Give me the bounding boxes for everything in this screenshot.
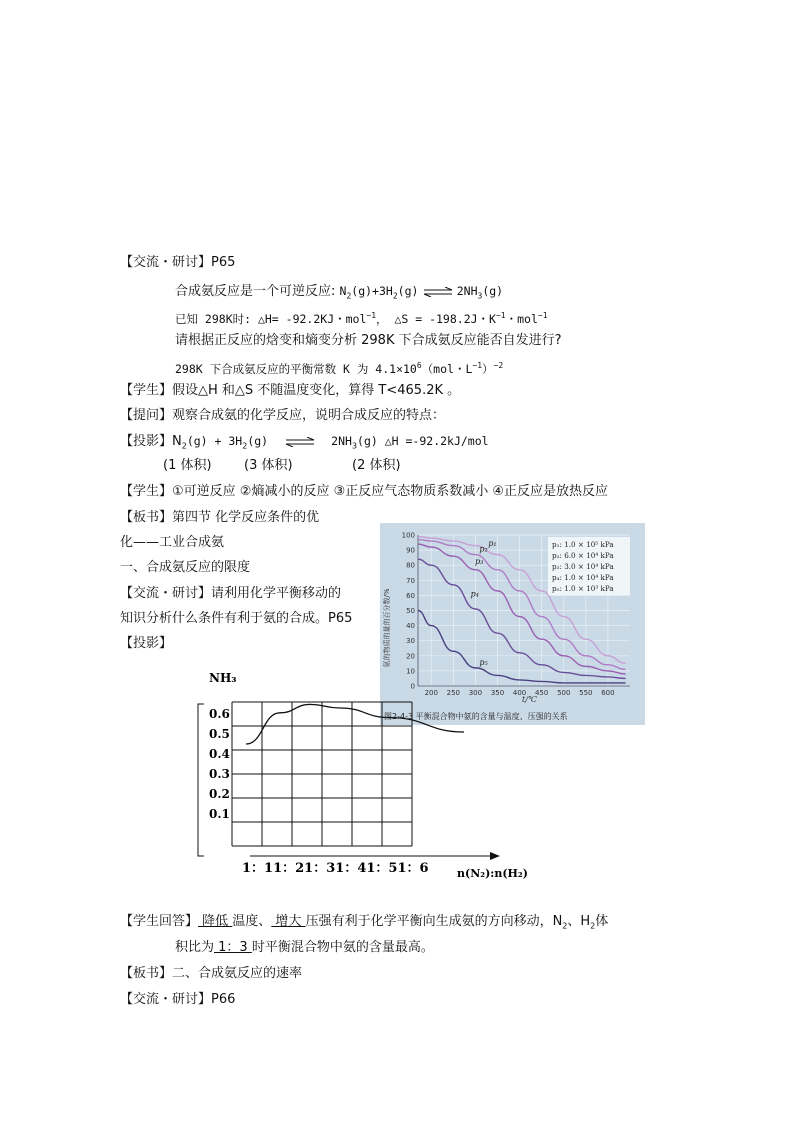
enthalpy-entropy-line: 已知 298K时: △H= -92.2KJ・mol$^{-1}$， △S = -198.2J・$K^{-1}$・mol$^{-1}$ bbox=[175, 311, 548, 326]
board-section-4-b: 化——工业合成氨 bbox=[120, 535, 225, 550]
photo-y-axis-label: 氨的物质的量的百分数/% bbox=[383, 588, 391, 668]
heading-discussion-p66: 【交流・研讨】P66 bbox=[120, 992, 236, 1007]
photo-curve-label-1: p₁ bbox=[488, 539, 497, 549]
nh3-grid bbox=[232, 702, 412, 846]
photo-curve-label-4: p₄ bbox=[470, 589, 479, 599]
volume-label-2: (2 体积) bbox=[352, 458, 401, 473]
photo-legend bbox=[552, 540, 614, 593]
photo-x-tick-label: 550 bbox=[579, 689, 593, 697]
nh3-series-line bbox=[246, 704, 464, 744]
volume-label-3: (3 体积) bbox=[244, 458, 293, 473]
board-section-4-a: 【板书】第四节 化学反应条件的优 bbox=[120, 510, 320, 525]
photo-x-tick-label: 350 bbox=[490, 689, 505, 697]
nh3-y-tick-label: 0.4 bbox=[209, 747, 230, 761]
photo-y-tick-label: 40 bbox=[406, 622, 415, 631]
spontaneity-question: 请根据正反应的焓变和熵变分析 298K 下合成氨反应能否自发进行? bbox=[175, 333, 562, 348]
photo-y-tick-label: 80 bbox=[406, 561, 415, 570]
photo-x-tick-label: 450 bbox=[534, 689, 549, 697]
nh3-y-tick-label: 0.5 bbox=[209, 727, 230, 741]
blank-ratio: 1：3 bbox=[214, 940, 252, 955]
photo-y-tick-label: 100 bbox=[401, 531, 415, 540]
discussion-2-b: 知识分析什么条件有利于氨的合成。P65 bbox=[120, 611, 353, 626]
nh3-y-title: NH₃ bbox=[209, 671, 237, 685]
photo-y-tick-label: 10 bbox=[406, 667, 415, 676]
nh3-y-ticks bbox=[209, 707, 230, 821]
nh3-y-axis bbox=[198, 704, 204, 856]
photo-legend-p1: p₁: 1.0 × 10⁵ kPa bbox=[552, 540, 614, 549]
photo-y-tick-label: 20 bbox=[406, 652, 415, 661]
equilibrium-arrow-icon bbox=[285, 437, 315, 447]
photo-y-tick-label: 0 bbox=[410, 682, 415, 691]
volume-label-1: (1 体积) bbox=[163, 458, 212, 473]
photo-x-tick-label: 250 bbox=[446, 689, 461, 697]
student-answer-3-cont: 积比为 1：3 时平衡混合物中氨的含量最高。 bbox=[175, 940, 434, 955]
photo-legend-p4: p₄: 1.0 × 10⁴ kPa bbox=[552, 573, 614, 582]
student-answer-1: 【学生】假设△H 和△S 不随温度变化，算得 T<465.2K 。 bbox=[120, 383, 461, 398]
reversible-reaction-line bbox=[175, 281, 503, 306]
board-section-rate: 【板书】二、合成氨反应的速率 bbox=[120, 966, 303, 981]
photo-x-tick-label: 400 bbox=[512, 689, 527, 697]
equilibrium-constant-line: 298K 下合成氨反应的平衡常数 K 为 $4.1\times 10^6(mol$・$L^{-1})^{-2}$ bbox=[175, 361, 504, 376]
nh3-x-ticks: 1：11：21：31：41：51：6 bbox=[242, 861, 429, 876]
equilibrium-arrow-icon bbox=[423, 287, 453, 297]
photo-curve-label-5: p₅ bbox=[479, 657, 488, 667]
nh3-x-title: n(N₂):n(H₂) bbox=[457, 867, 528, 880]
photo-curve-label-2: p₂ bbox=[479, 544, 488, 554]
projection-equation: 【投影】$N_2(g) + 3H_2(g)$ $2NH_3(g)$ △H =-92.2kJ/mol bbox=[120, 434, 489, 451]
blank-increase: 增大 bbox=[271, 914, 306, 929]
discussion-2-a: 【交流・研讨】请利用化学平衡移动的 bbox=[120, 586, 342, 601]
photo-caption: 图2-4-3 平衡混合物中氨的含量与温度、压强的关系 bbox=[384, 712, 568, 721]
photo-y-tick-label: 50 bbox=[406, 607, 415, 615]
photo-legend-p5: p₅: 1.0 × 10³ kPa bbox=[552, 584, 614, 593]
nh3-ratio-chart bbox=[190, 657, 550, 890]
photo-legend-p3: p₃: 3.0 × 10⁴ kPa bbox=[552, 562, 614, 571]
photo-y-tick-label: 30 bbox=[406, 637, 415, 646]
photo-y-tick-label: 70 bbox=[406, 576, 415, 585]
student-answer-2: 【学生】①可逆反应 ②熵减小的反应 ③正反应气态物质系数减小 ④正反应是放热反应 bbox=[120, 484, 609, 499]
nh3-y-tick-label: 0.1 bbox=[209, 807, 230, 821]
nh3-y-tick-label: 0.3 bbox=[209, 767, 230, 781]
reversible-reaction-text: 合成氨反应是一个可逆反应: bbox=[175, 284, 340, 299]
nh3-axes bbox=[198, 704, 500, 860]
photo-x-tick-label: 200 bbox=[424, 689, 438, 697]
photo-curve-label-3: p₃ bbox=[475, 557, 484, 567]
photo-y-tick-label: 90 bbox=[406, 546, 415, 555]
photo-legend-p2: p₂: 6.0 × 10⁴ kPa bbox=[552, 551, 614, 560]
photo-x-tick-label: 500 bbox=[557, 689, 571, 697]
nh3-y-tick-label: 0.2 bbox=[209, 787, 230, 801]
equation-nh3: $2NH_3(g)$ bbox=[456, 284, 504, 301]
nh3-y-tick-label: 0.6 bbox=[209, 707, 230, 721]
photo-x-tick-label: 600 bbox=[601, 689, 615, 697]
nh3-x-axis-arrow-icon bbox=[490, 852, 500, 860]
equation-n2: $N_2(g)+3H_2(g)$ bbox=[339, 284, 419, 301]
projection-label: 【投影】 bbox=[120, 636, 173, 651]
photo-x-tick-label: 300 bbox=[468, 689, 483, 697]
student-answer-3: 【学生回答】 降低 温度、 增大 压强有利于化学平衡向生成氨的方向移动，$N_2$、$H_2$体 bbox=[120, 914, 609, 931]
heading-discussion-p65: 【交流・研讨】P65 bbox=[120, 255, 236, 270]
blank-lower: 降低 bbox=[198, 914, 233, 929]
photo-x-axis-label: t/℃ bbox=[522, 695, 537, 704]
photo-y-tick-label: 60 bbox=[406, 591, 415, 600]
teacher-question: 【提问】观察合成氨的化学反应，说明合成反应的特点： bbox=[120, 408, 446, 423]
subheading-limit: 一、合成氨反应的限度 bbox=[120, 560, 251, 575]
